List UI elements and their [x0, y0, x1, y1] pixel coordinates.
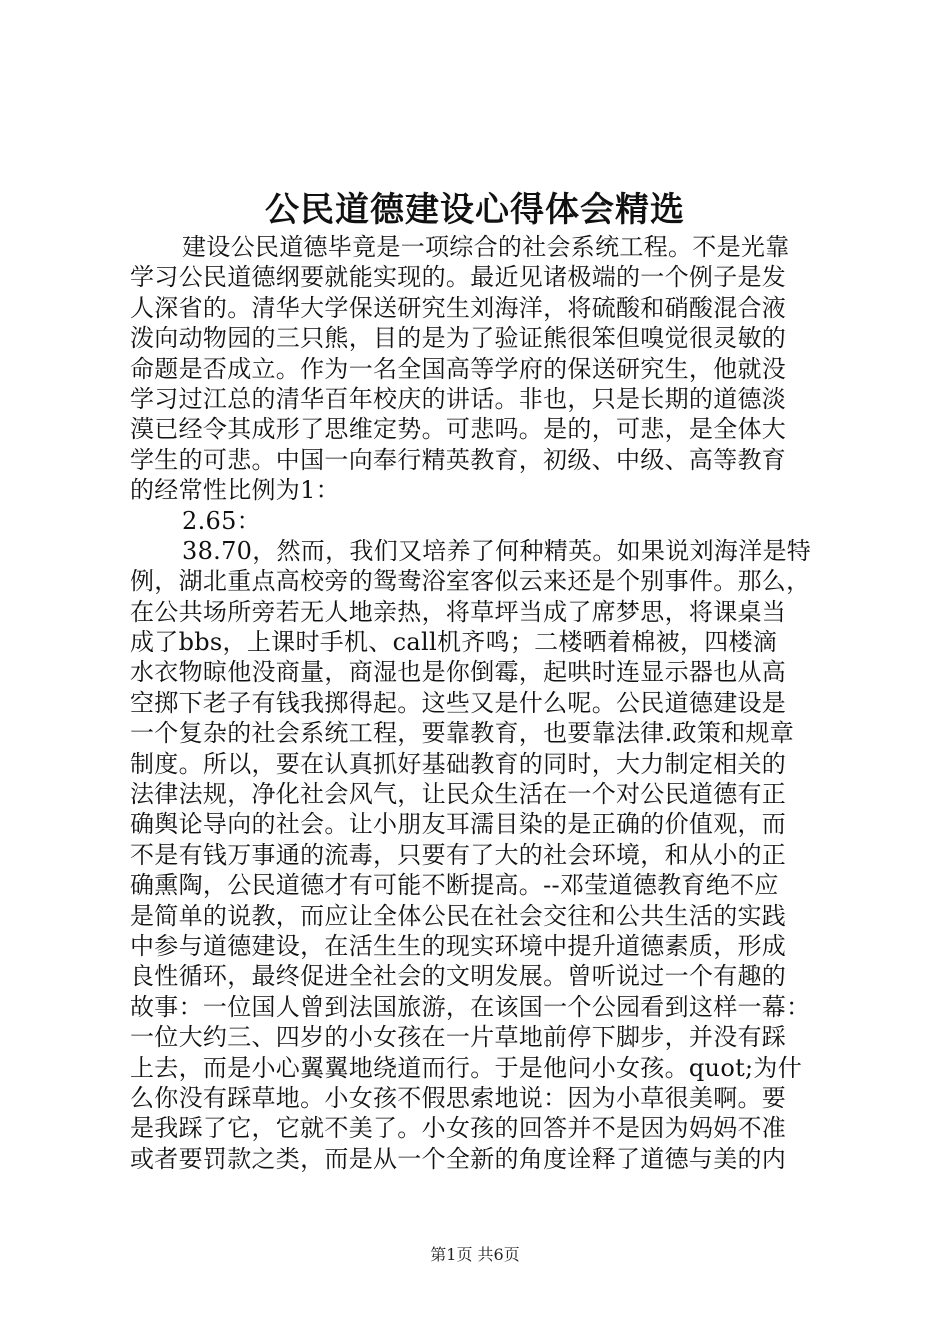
body-line: 制度。所以，要在认真抓好基础教育的同时，大力制定相关的: [130, 749, 787, 778]
body-line: 在公共场所旁若无人地亲热，将草坪当成了席梦思，将课桌当: [130, 597, 787, 626]
body-line: 漠已经令其成形了思维定势。可悲吗。是的，可悲，是全体大: [130, 415, 787, 444]
body-line: 是简单的说教，而应让全体公民在社会交往和公共生活的实践: [130, 901, 787, 930]
document-body: [130, 232, 830, 1174]
body-line: 2.65：: [182, 506, 261, 535]
body-line: 是我踩了它，它就不美了。小女孩的回答并不是因为妈妈不准: [130, 1114, 787, 1143]
body-line: 水衣物晾他没商量，商湿也是你倒霉，起哄时连显示器也从高: [130, 658, 787, 687]
body-line: 不是有钱万事通的流毒，只要有了大的社会环境，和从小的正: [130, 840, 787, 869]
body-line: 中参与道德建设，在活生生的现实环境中提升道德素质，形成: [130, 931, 787, 960]
body-line: 38.70，然而，我们又培养了何种精英。如果说刘海洋是特: [182, 536, 812, 565]
page-footer: 第1页 共6页: [430, 1245, 520, 1264]
body-line: 建设公民道德毕竟是一项综合的社会系统工程。不是光靠: [182, 233, 790, 261]
body-line: 一位大约三、四岁的小女孩在一片草地前停下脚步，并没有踩: [130, 1023, 787, 1052]
body-line: 么你没有踩草地。小女孩不假思索地说：因为小草很美啊。要: [130, 1083, 787, 1112]
body-line: 的经常性比例为1：: [130, 476, 340, 505]
body-line: 学习公民道德纲要就能实现的。最近见诸极端的一个例子是发: [130, 263, 787, 292]
body-line: 空掷下老子有钱我掷得起。这些又是什么呢。公民道德建设是: [130, 688, 787, 717]
body-line: 命题是否成立。作为一名全国高等学府的保送研究生，他就没: [130, 354, 787, 383]
body-line: 泼向动物园的三只熊，目的是为了验证熊很笨但嗅觉很灵敏的: [130, 324, 787, 353]
body-line: 确舆论导向的社会。让小朋友耳濡目染的是正确的价值观，而: [130, 810, 787, 839]
body-line: 故事：一位国人曾到法国旅游，在该国一个公园看到这样一幕：: [130, 992, 811, 1021]
body-line: 学生的可悲。中国一向奉行精英教育，初级、中级、高等教育: [130, 445, 787, 474]
document-title: 公民道德建设心得体会精选: [265, 190, 685, 230]
body-line: 上去，而是小心翼翼地绕道而行。于是他问小女孩。quot;为什: [130, 1053, 802, 1082]
body-line: 人深省的。清华大学保送研究生刘海洋，将硫酸和硝酸混合液: [130, 293, 787, 322]
body-line: 良性循环，最终促进全社会的文明发展。曾听说过一个有趣的: [130, 962, 787, 991]
body-line: 成了bbs，上课时手机、call机齐鸣；二楼晒着棉被，四楼滴: [130, 628, 778, 657]
body-line: 或者要罚款之类，而是从一个全新的角度诠释了道德与美的内: [130, 1144, 787, 1173]
body-line: 学习过江总的清华百年校庆的讲话。非也，只是长期的道德淡: [130, 384, 787, 413]
body-line: 确熏陶，公民道德才有可能不断提高。--邓莹道德教育绝不应: [130, 871, 779, 900]
body-line: 一个复杂的社会系统工程，要靠教育，也要靠法律.政策和规章: [130, 719, 795, 748]
body-line: 法律法规，净化社会风气，让民众生活在一个对公民道德有正: [130, 780, 787, 809]
body-line: 例，湖北重点高校旁的鸳鸯浴室客似云来还是个别事件。那么，: [130, 567, 811, 596]
